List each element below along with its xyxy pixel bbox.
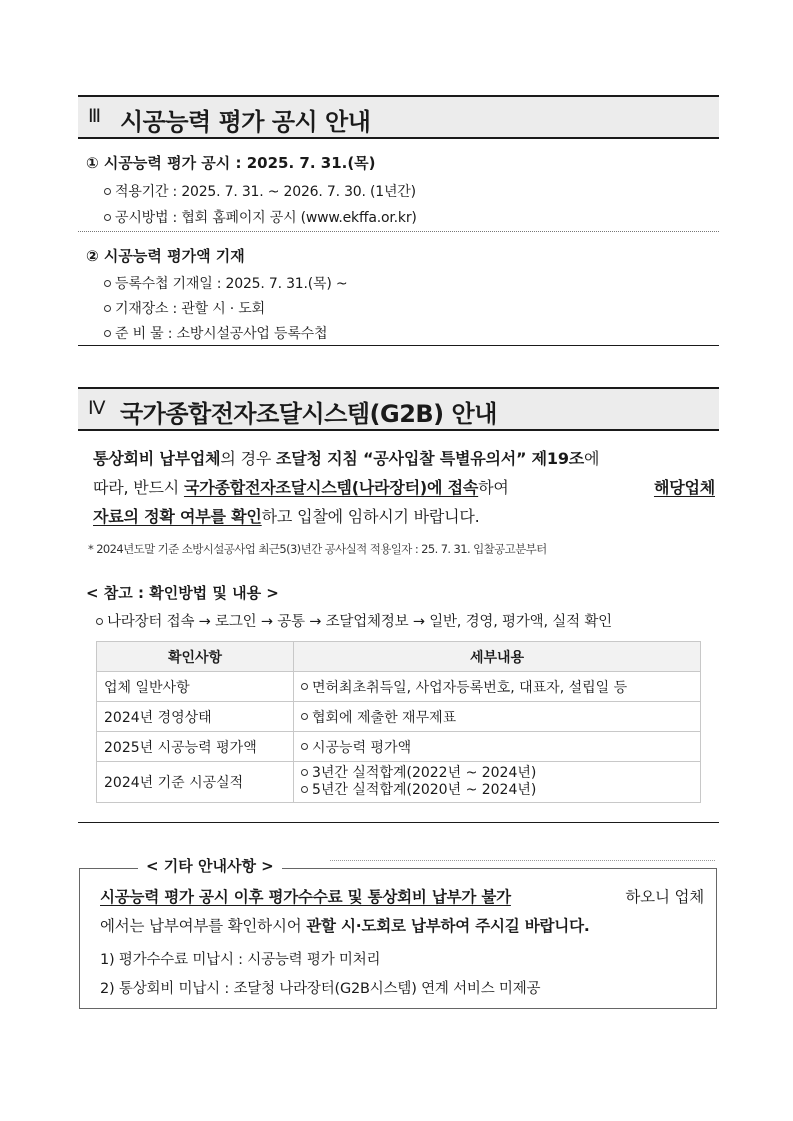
detail-text: 시공능력 평가액 bbox=[312, 739, 412, 756]
para-text: 에서는 납부여부를 확인하시어 bbox=[100, 917, 307, 935]
bullet-icon bbox=[301, 743, 308, 750]
check-table bbox=[96, 641, 701, 803]
unpaid-member-line: 2) 통상회비 미납시 : 조달청 나라장터(G2B시스템) 연계 서비스 미제공 bbox=[100, 981, 541, 997]
table-header-row bbox=[97, 642, 701, 672]
table-row bbox=[97, 702, 701, 732]
item-2-line bbox=[104, 273, 347, 293]
bullet-icon bbox=[104, 188, 111, 195]
table-row bbox=[97, 672, 701, 702]
section-3-header bbox=[78, 95, 719, 139]
section-4-header bbox=[78, 387, 719, 431]
required-items-text: 준 비 물 : 소방시설공사업 등록수첩 bbox=[115, 326, 328, 342]
item-2-line bbox=[104, 323, 327, 343]
etc-paragraph bbox=[100, 883, 704, 941]
table-header-item: 확인사항 bbox=[97, 642, 294, 672]
bullet-icon bbox=[301, 683, 308, 690]
etc-title: < 기타 안내사항 > bbox=[138, 855, 282, 876]
para-text: 하고 입찰에 임하시기 바랍니다. bbox=[261, 507, 480, 526]
table-cell-detail bbox=[294, 702, 701, 732]
table-cell-item: 업체 일반사항 bbox=[97, 672, 294, 702]
table-cell-detail bbox=[294, 762, 701, 803]
guideline-text: 조달청 지침 “공사입찰 특별유의서” 제19조 bbox=[275, 449, 585, 468]
para-text: 의 경우 bbox=[220, 449, 276, 468]
section-3-title: 시공능력 평가 공시 안내 bbox=[120, 108, 371, 136]
table-cell-item: 2024년 경영상태 bbox=[97, 702, 294, 732]
section-3-number: Ⅲ bbox=[88, 105, 102, 127]
item-2-line bbox=[104, 298, 265, 318]
footnote: * 2024년도말 기준 소방시설공사업 최근5(3)년간 공사실적 적용일자 : 25. 7. 31. 입찰공고분부터 bbox=[88, 542, 547, 556]
item-1-line bbox=[104, 181, 416, 201]
unpaid-fee-line: 1) 평가수수료 미납시 : 시공능력 평가 미처리 bbox=[100, 952, 381, 968]
reference-title: < 참고 : 확인방법 및 내용 > bbox=[86, 584, 279, 602]
table-cell-detail bbox=[294, 732, 701, 762]
table-row bbox=[97, 732, 701, 762]
bullet-icon bbox=[96, 618, 103, 625]
para-text: 하여 bbox=[478, 478, 509, 497]
detail-text: 5년간 실적합계(2020년 ~ 2024년) bbox=[312, 782, 537, 798]
member-fee-text: 통상회비 납부업체 bbox=[93, 449, 221, 468]
para-text: 하오니 업체 bbox=[625, 888, 704, 906]
table-row bbox=[97, 762, 701, 803]
company-text: 해당업체 bbox=[653, 478, 715, 497]
pay-instruction-text: 관할 시·도회로 납부하여 주시길 바랍니다. bbox=[306, 917, 590, 935]
dotted-divider bbox=[78, 231, 719, 232]
bullet-icon bbox=[301, 786, 308, 793]
item-1-line bbox=[104, 207, 417, 227]
detail-text: 3년간 실적합계(2022년 ~ 2024년) bbox=[312, 765, 537, 781]
register-place-text: 기재장소 : 관할 시 · 도회 bbox=[115, 301, 265, 317]
para-text: 따라, 반드시 bbox=[93, 478, 184, 497]
table-header-detail: 세부내용 bbox=[294, 642, 701, 672]
detail-text: 협회에 제출한 재무제표 bbox=[312, 709, 457, 726]
table-cell-detail bbox=[294, 672, 701, 702]
section-4-title: 국가종합전자조달시스템(G2B) 안내 bbox=[120, 400, 497, 428]
apply-period-text: 적용기간 : 2025. 7. 31. ~ 2026. 7. 30. (1년간) bbox=[115, 184, 416, 200]
bullet-icon bbox=[104, 330, 111, 337]
bullet-icon bbox=[104, 305, 111, 312]
bullet-icon bbox=[301, 713, 308, 720]
publish-method-text: 공시방법 : 협회 홈페이지 공시 (www.ekffa.or.kr) bbox=[115, 210, 417, 226]
section-4-bottom-rule bbox=[78, 822, 719, 823]
section-3-bottom-rule bbox=[78, 345, 719, 346]
access-g2b-text: 국가종합전자조달시스템(나라장터)에 접속 bbox=[183, 478, 479, 497]
verify-accuracy-text: 자료의 정확 여부를 확인 bbox=[93, 507, 262, 526]
detail-text: 면허최초취득일, 사업자등록번호, 대표자, 설립일 등 bbox=[312, 679, 628, 696]
reference-path-text: 나라장터 접속 → 로그인 → 공통 → 조달업체정보 → 일반, 경영, 평가액, 실적 확인 bbox=[107, 614, 612, 630]
dotted-box-top bbox=[330, 860, 715, 861]
bullet-icon bbox=[301, 769, 308, 776]
register-date-text: 등록수첩 기재일 : 2025. 7. 31.(목) ~ bbox=[115, 276, 348, 292]
section-4-number: Ⅳ bbox=[88, 397, 106, 419]
para-text: 에 bbox=[584, 449, 600, 468]
item-1-heading: ① 시공능력 평가 공시 : 2025. 7. 31.(목) bbox=[86, 154, 376, 172]
item-2-heading: ② 시공능력 평가액 기재 bbox=[86, 247, 245, 265]
table-cell-item: 2024년 기준 시공실적 bbox=[97, 762, 294, 803]
table-cell-item: 2025년 시공능력 평가액 bbox=[97, 732, 294, 762]
bullet-icon bbox=[104, 214, 111, 221]
fee-block-text: 시공능력 평가 공시 이후 평가수수료 및 통상회비 납부가 불가 bbox=[100, 888, 511, 906]
reference-path bbox=[96, 610, 612, 631]
bullet-icon bbox=[104, 280, 111, 287]
g2b-paragraph bbox=[93, 444, 715, 531]
